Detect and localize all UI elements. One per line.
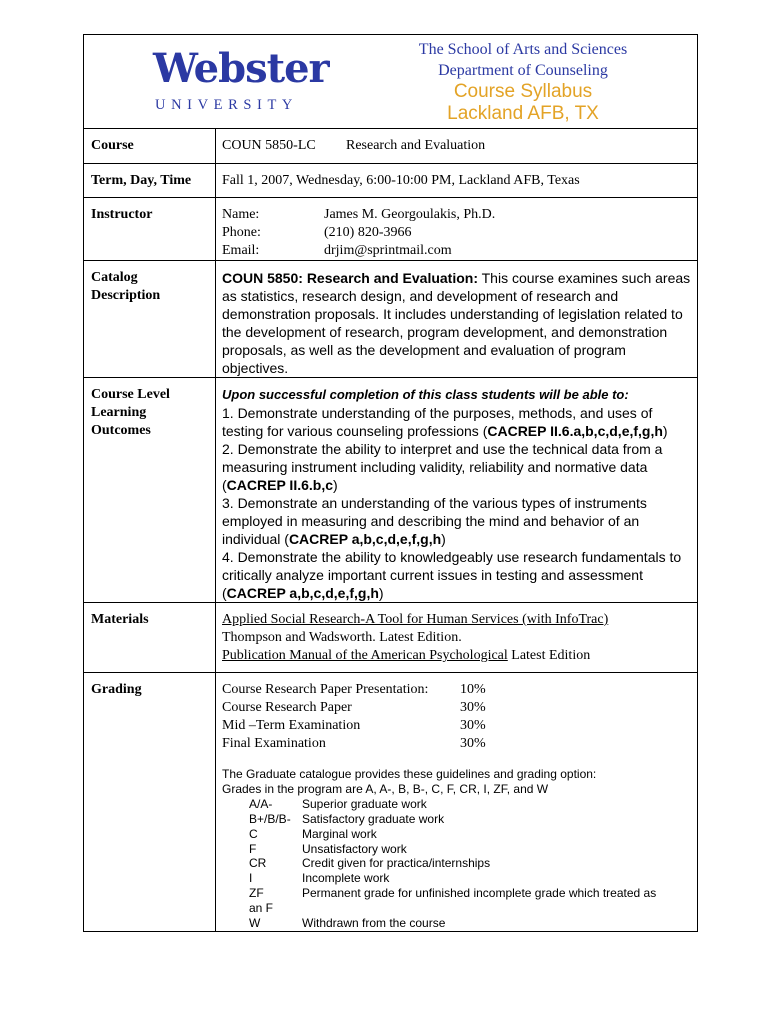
term-label: Term, Day, Time <box>84 164 216 198</box>
field-value: (210) 820-3966 <box>324 225 412 240</box>
grade-desc: Withdrawn from the course <box>302 916 446 931</box>
grade-row <box>222 886 691 901</box>
grading-row <box>84 673 698 932</box>
outcome-text: 3. Demonstrate an understanding of the various types of instruments employed in measuring and describing the mind and behavior of an individual ( <box>222 495 647 547</box>
grading-item <box>222 699 691 717</box>
grading-item-name: Final Examination <box>222 736 326 751</box>
grade-row <box>222 797 691 812</box>
grade-code: ZF <box>249 886 264 901</box>
grade-desc: Credit given for practica/internships <box>302 856 491 871</box>
course-code: COUN 5850-LC <box>222 138 316 153</box>
course-title: Research and Evaluation <box>346 138 486 153</box>
grading-label: Grading <box>84 673 216 932</box>
outcomes-label-3: Outcomes <box>91 423 151 438</box>
outcome-item <box>222 404 691 440</box>
header-cell <box>84 35 698 129</box>
book-1-title: Applied Social Research-A Tool for Human Services (with InfoTrac) <box>222 612 609 627</box>
outcome-end: ) <box>441 531 446 547</box>
catalog-label <box>84 261 216 378</box>
grade-code: A/A- <box>249 796 273 811</box>
course-label: Course <box>84 129 216 164</box>
catalog-label-1: Catalog <box>91 270 138 285</box>
book-1-publisher: Thompson and Wadsworth. Latest Edition. <box>222 630 462 645</box>
catalog-description <box>216 261 698 378</box>
outcome-item <box>222 494 691 548</box>
grade-guidelines <box>222 767 691 931</box>
syllabus-table <box>83 34 698 932</box>
grading-item-name: Course Research Paper <box>222 700 352 715</box>
instructor-email <box>222 242 691 260</box>
outcome-item <box>222 440 691 494</box>
grading-item-weight: 30% <box>460 718 486 733</box>
grading-item <box>222 681 691 699</box>
grade-desc: Incomplete work <box>302 871 390 886</box>
book-2-edition: Latest Edition <box>507 648 591 663</box>
grade-desc: Unsatisfactory work <box>302 841 407 856</box>
outcome-end: ) <box>333 477 338 493</box>
header-row <box>84 35 698 129</box>
materials-content <box>216 603 698 673</box>
grade-row <box>222 812 691 827</box>
materials-label: Materials <box>84 603 216 673</box>
school-name: The School of Arts and Sciences <box>418 41 628 58</box>
outcome-end: ) <box>378 585 384 601</box>
outcomes-row <box>84 378 698 603</box>
instructor-value <box>216 198 698 261</box>
location: Lackland AFB, TX <box>447 103 599 124</box>
grading-item-name: Course Research Paper Presentation: <box>222 682 429 697</box>
outcome-code: CACREP a,b,c,d,e,f,g,h <box>288 531 442 547</box>
outcomes-intro: Upon successful completion of this class students will be able to: <box>222 387 629 402</box>
term-row <box>84 164 698 198</box>
grading-content <box>216 673 698 932</box>
outcome-end: ) <box>662 423 668 439</box>
doc-title: Course Syllabus <box>453 81 593 102</box>
outcomes-content <box>216 378 698 603</box>
header-titles <box>393 39 653 125</box>
outcomes-label-1: Course Level <box>91 387 170 402</box>
grade-desc: Permanent grade for unfinished incomplete grade which treated as <box>302 886 657 901</box>
instructor-name <box>222 206 691 224</box>
grading-note-2: Grades in the program are A, A-, B, B-, C, F, CR, I, ZF, and W <box>222 781 549 796</box>
outcome-code: CACREP a,b,c,d,e,f,g,h <box>226 585 379 601</box>
grade-code: an F <box>249 901 274 916</box>
webster-logo <box>153 47 329 114</box>
outcomes-label <box>84 378 216 603</box>
grade-row <box>222 871 691 886</box>
field-key: Phone: <box>222 225 261 240</box>
outcome-text: 2. Demonstrate the ability to interpret and use the technical data from a measuring instrument including validity, reliability and normative data ( <box>222 441 663 493</box>
course-value <box>216 129 698 164</box>
grade-row <box>222 916 691 931</box>
grading-item-weight: 30% <box>460 736 486 751</box>
grading-item <box>222 735 691 753</box>
grade-row <box>222 827 691 842</box>
logo-sub: UNIVERSITY <box>155 97 298 113</box>
grading-item-name: Mid –Term Examination <box>222 718 361 733</box>
catalog-label-2: Description <box>91 288 161 303</box>
department-name: Department of Counseling <box>438 62 608 79</box>
grade-code: W <box>249 916 261 931</box>
catalog-row <box>84 261 698 378</box>
book-2-title: Publication Manual of the American Psychological <box>222 648 508 663</box>
grade-row <box>222 842 691 857</box>
catalog-text: This course examines such areas as statistics, research design, and development of research and demonstration proposals. It includes understanding of legislation related to the development of research, program development, and demonstration proposals, as well as the development and evaluation of program objectives. <box>222 270 691 376</box>
grading-note-1: The Graduate catalogue provides these guidelines and grading option: <box>222 767 597 781</box>
catalog-lead-rest: : Research and Evaluation: <box>298 270 478 286</box>
grade-desc: Marginal work <box>302 826 377 841</box>
grading-item-weight: 10% <box>460 682 486 697</box>
outcome-text: 1. Demonstrate understanding of the purposes, methods, and uses of testing for various counseling professions ( <box>222 405 653 439</box>
materials-row <box>84 603 698 673</box>
course-row <box>84 129 698 164</box>
grade-desc <box>302 901 691 916</box>
book-2 <box>222 647 691 665</box>
outcome-code: CACREP II.6.a,b,c,d,e,f,g,h <box>487 423 663 439</box>
instructor-row <box>84 198 698 261</box>
outcome-text: 4. Demonstrate the ability to knowledgeably use research fundamentals to critically analyze important current issues in testing and assessment ( <box>222 549 682 601</box>
logo-word: Webster <box>153 45 329 92</box>
grade-code: C <box>249 826 258 841</box>
grading-item <box>222 717 691 735</box>
outcomes-label-2: Learning <box>91 405 147 420</box>
outcome-code: CACREP II.6.b,c <box>226 477 333 493</box>
grade-code: B+/B/B- <box>249 811 291 826</box>
grade-row <box>222 856 691 871</box>
grade-desc: Superior graduate work <box>302 796 427 811</box>
outcome-item <box>222 548 691 602</box>
grade-code: CR <box>249 856 267 871</box>
instructor-label: Instructor <box>84 198 216 261</box>
field-value: James M. Georgoulakis, Ph.D. <box>324 207 496 222</box>
field-value: drjim@sprintmail.com <box>324 243 452 258</box>
grade-code: F <box>249 841 257 856</box>
field-key: Name: <box>222 207 260 222</box>
term-value: Fall 1, 2007, Wednesday, 6:00-10:00 PM, Lackland AFB, Texas <box>216 164 698 198</box>
grade-desc: Satisfactory graduate work <box>302 811 445 826</box>
grade-row <box>222 901 691 916</box>
field-key: Email: <box>222 243 260 258</box>
grading-item-weight: 30% <box>460 700 486 715</box>
instructor-phone <box>222 224 691 242</box>
catalog-lead: COUN 5850 <box>222 270 299 286</box>
grade-code: I <box>249 871 253 886</box>
